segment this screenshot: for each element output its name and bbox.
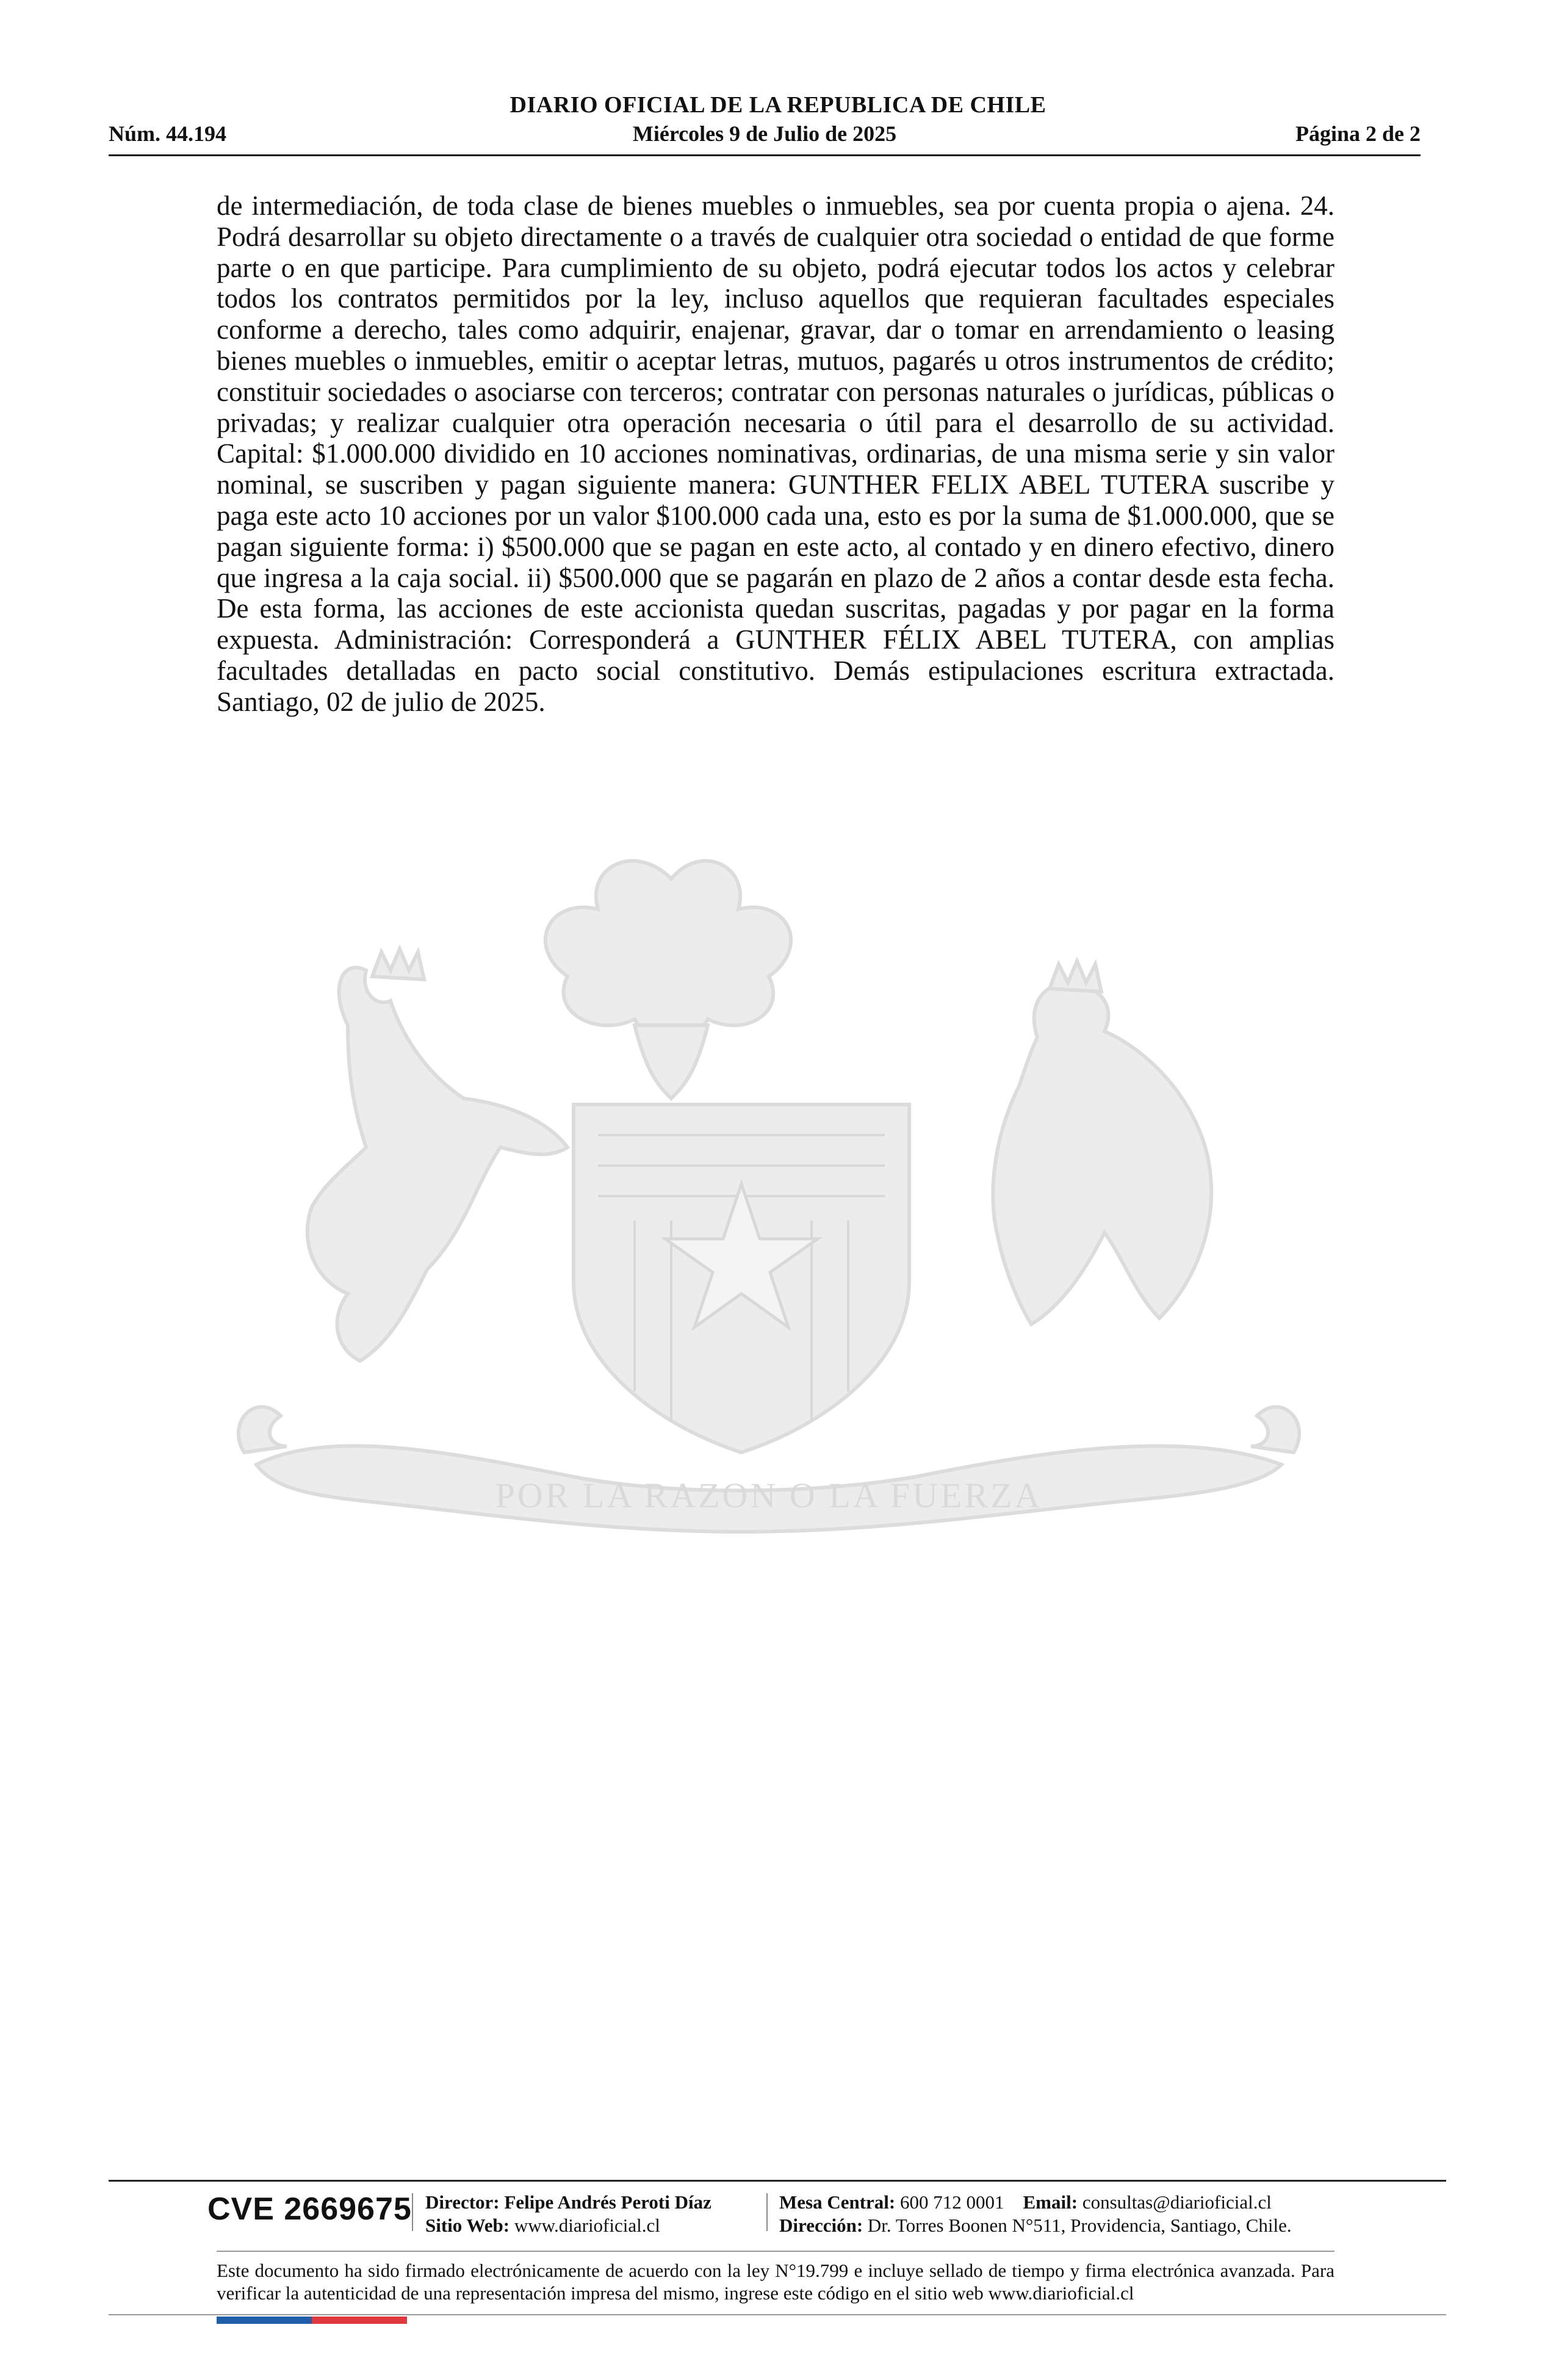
flag-stripe-red [312,2317,407,2324]
director-label: Director: [425,2191,500,2213]
document-body [217,190,1334,718]
header-divider [109,154,1421,156]
director-name: Felipe Andrés Peroti Díaz [504,2191,711,2213]
footer-divider-top [109,2180,1446,2182]
email-label: Email: [1023,2191,1078,2213]
publication-date: Miércoles 9 de Julio de 2025 [632,121,897,146]
footer-divider-bottom [109,2314,1446,2315]
address-value: Dr. Torres Boonen N°511, Providencia, Santiago, Chile. [867,2215,1292,2236]
phone-number: 600 712 0001 [900,2191,1004,2213]
footer-director-block [425,2191,711,2237]
issue-number: Núm. 44.194 [109,121,227,146]
signature-note: Este documento ha sido firmado electrónicamente de acuerdo con la ley N°19.799 e incluye sellado de tiempo y firma electrónica avanzada. Para verificar la autenticidad de una representación impresa del mismo, ingrese este código en el sitio web www.diarioficial.cl [217,2260,1334,2304]
page-indicator: Página 2 de 2 [1295,121,1421,146]
publication-title: DIARIO OFICIAL DE LA REPUBLICA DE CHILE [510,92,1046,118]
coat-of-arms-watermark-icon [207,842,1330,1672]
footer-divider-mid [217,2251,1334,2252]
footer-separator [766,2193,768,2231]
flag-stripe-blue [217,2317,312,2324]
cve-code: CVE 2669675 [207,2191,412,2227]
phone-label: Mesa Central: [779,2191,896,2213]
address-label: Dirección: [779,2215,863,2236]
website-link[interactable]: www.diarioficial.cl [514,2215,660,2236]
body-paragraph: de intermediación, de toda clase de bienes muebles o inmuebles, sea por cuenta propia o ajena. 24. Podrá desarrollar su objeto directamente o a través de cualquier otra sociedad o entidad de que forme parte o en que participe. Para cumplimiento de su objeto, podrá ejecutar todos los actos y celebrar todos los contratos permitidos por la ley, incluso aquellos que requieran facultades especiales conforme a derecho, tales como adquirir, enajenar, gravar, dar o tomar en arrendamiento o leasing bienes muebles o inmuebles, emitir o aceptar letras, mutuos, pagarés u otros instrumentos de crédito; constituir sociedades o asociarse con terceros; contratar con personas naturales o jurídicas, públicas o privadas; y realizar cualquier otra operación necesaria o útil para el desarrollo de su actividad. Capital: $1.000.000 dividido en 10 acciones nominativas, ordinarias, de una misma serie y sin valor nominal, se suscriben y pagan siguiente manera: GUNTHER FELIX ABEL TUTERA suscribe y paga este acto 10 acciones por un valor $100.000 cada una, esto es por la suma de $1.000.000, que se pagan siguiente forma: i) $500.000 que se pagan en este acto, al contado y en dinero efectivo, dinero que ingresa a la caja social. ii) $500.000 que se pagarán en plazo de 2 años a contar desde esta fecha. De esta forma, las acciones de este accionista quedan suscritas, pagadas y por pagar en la forma expuesta. Administración: Corresponderá a GUNTHER FÉLIX ABEL TUTERA, con amplias facultades detalladas en pacto social constitutivo. Demás estipulaciones escritura extractada. Santiago, 02 de julio de 2025. [217,190,1334,717]
website-label: Sitio Web: [425,2215,510,2236]
email-link[interactable]: consultas@diarioficial.cl [1082,2191,1272,2213]
motto-text: POR LA RAZON O LA FUERZA [495,1476,1043,1515]
footer-contact-block [779,2191,1292,2237]
footer-separator [412,2193,413,2231]
